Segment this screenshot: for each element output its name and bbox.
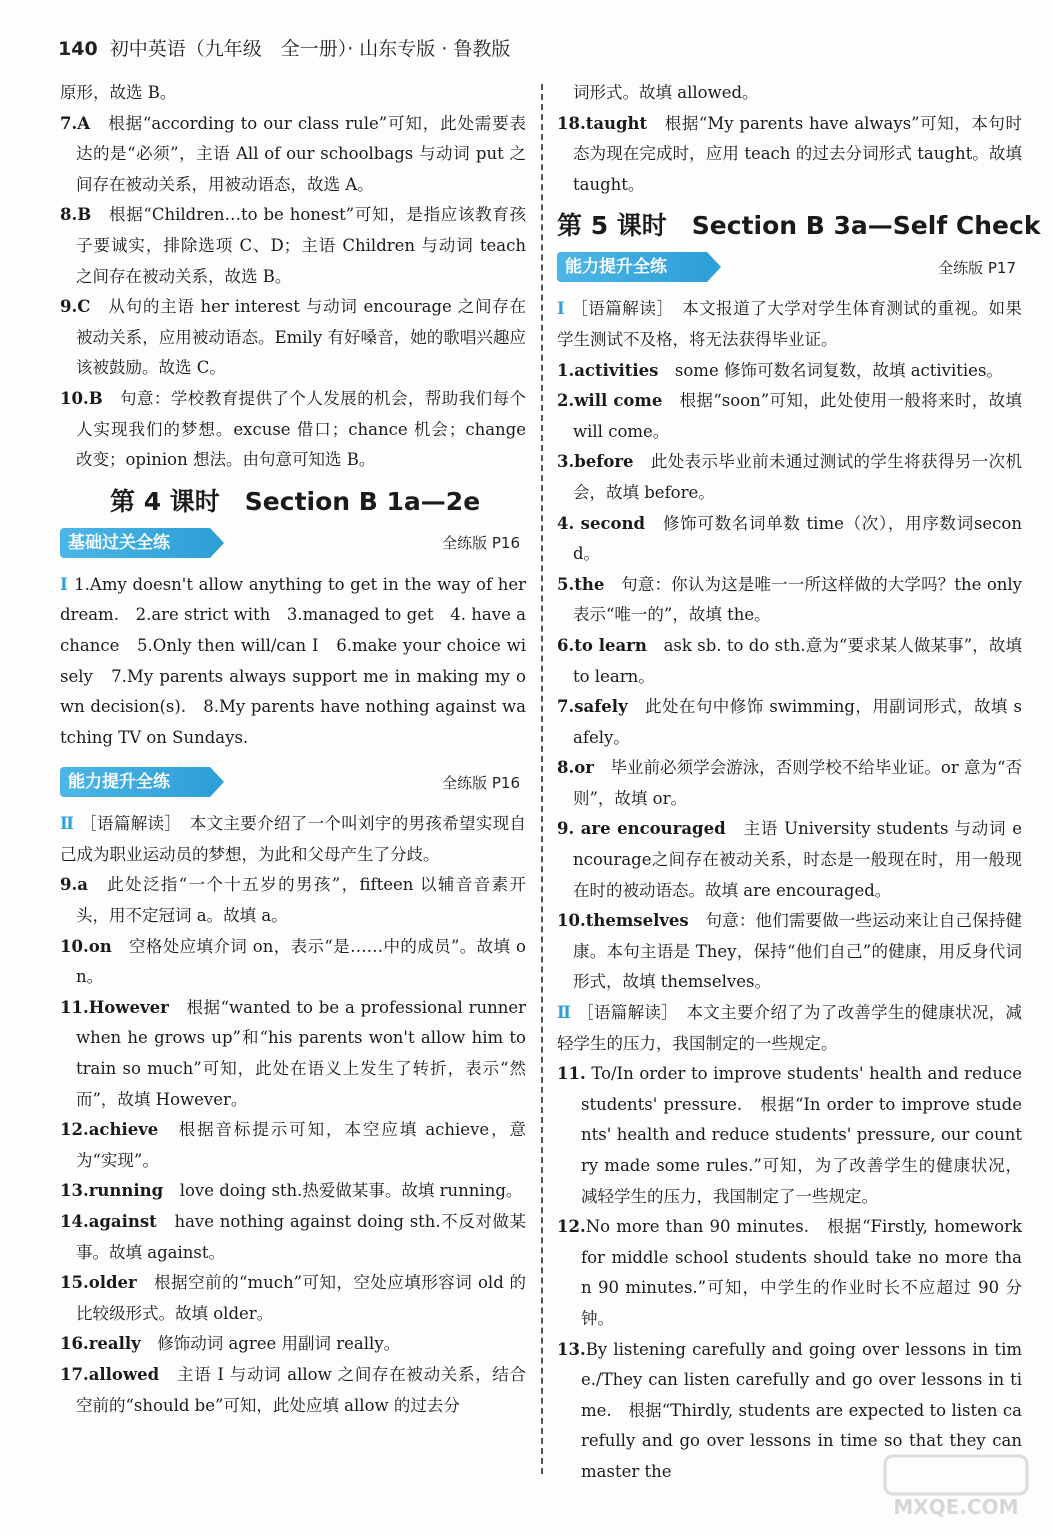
banner-reference: 全练版 P16: [442, 534, 520, 553]
answer-block: Ⅰ 1.Amy doesn't allow anything to get in the way of her dream. 2.are strict with 3.managed to get 4. have a chance 5.Only then will/can I 6.make your choice wisely 7.My parents always support me in making my own decision(s). 8.My parents have nothing against watching TV on Sundays.: [60, 574, 527, 747]
answer-item: 12.achieve 根据音标提示可知，本空应填 achieve，意为“实现”。: [60, 1120, 526, 1170]
svg-text:MXQE.COM: MXQE.COM: [893, 1495, 1019, 1519]
page-number: 140: [58, 38, 98, 60]
banner-row: [60, 765, 526, 799]
answer-item: 6.to learn ask sb. to do sth.意为“要求某人做某事”，故填 to learn。: [557, 635, 1022, 686]
banner-row: [60, 526, 526, 560]
answer-item: 5.the 句意：你认为这是唯一一所这样做的大学吗？the only 表示“唯一的”，故填 the。: [557, 574, 1022, 625]
book-title: 初中英语（九年级 全一册）· 山东专版 · 鲁教版: [109, 38, 511, 60]
answer-item: 10.on 空格处应填介词 on，表示“是……中的成员”。故填 on。: [60, 936, 526, 987]
answer-item: 12.No more than 90 minutes. 根据“Firstly, homework for middle school students should take no more than 90 minutes.”可知，中学生的作业时长不应超过 90 分钟。: [557, 1217, 1022, 1328]
section-title: 第 5 课时 Section B 3a—Self Check: [557, 211, 1041, 241]
right-column: [557, 78, 1041, 1488]
answer-item: 8.or 毕业前必须学会游泳，否则学校不给毕业证。or 意为“否则”，故填 or。: [557, 758, 1022, 808]
answer-item: 10.B 句意：学校教育提供了个人发展的机会，帮助我们每个人实现我们的梦想。excuse 借口；chance 机会；change 改变；opinion 想法。由句意可知选 B。: [60, 388, 526, 470]
watermark-logo: [881, 1452, 1031, 1522]
section-banner: 能力提升全练: [557, 252, 707, 282]
answer-item: 4. second 修饰可数名词单数 time（次），用序数词second。: [557, 513, 1022, 564]
answer-item: 2.will come 根据“soon”可知，此处使用一般将来时，故填 will come。: [557, 391, 1022, 441]
column-divider: [541, 84, 543, 1474]
passage-intro: Ⅱ ［语篇解读］ 本文主要介绍了为了改善学生的健康状况，减轻学生的压力，我国制定的一些规定。: [557, 1003, 1023, 1053]
section-banner: 能力提升全练: [60, 767, 210, 797]
answer-item: 13.By listening carefully and going over lessons in time./They can listen carefully and go over lessons in time. 根据“Thirdly, students are expected to listen carefully and go over lessons in time so that they can master the: [557, 1339, 1022, 1481]
banner-reference: 全练版 P16: [442, 773, 520, 792]
passage-intro: Ⅰ ［语篇解读］ 本文报道了大学对学生体育测试的重视。如果学生测试不及格，将无法获得毕业证。: [557, 299, 1023, 349]
answer-item: 17.allowed 主语 I 与动词 allow 之间存在被动关系，结合空前的“should be”可知，此处应填 allow 的过去分: [60, 1364, 526, 1415]
answer-item: 8.B 根据“Children…to be honest”可知，是指应该教育孩子要诚实，排除选项 C、D；主语 Children 与动词 teach 之间存在被动关系，故选 B。: [60, 205, 526, 286]
answer-item: 11. To/In order to improve students' health and reduce students' pressure. 根据“In order to improve students' health and reduce students' pressure, our country made some rules.”可知，为了改善学生的健康状况，减轻学生的压力，我国制定了一些规定。: [557, 1064, 1022, 1206]
answer-item: 18.taught 根据“My parents have always”可知，本句时态为现在完成时，应用 teach 的过去分词形式 taught。故填 taught。: [557, 113, 1022, 194]
answer-item: 9.a 此处泛指“一个十五岁的男孩”，fifteen 以辅音音素开头，用不定冠词 a。故填 a。: [60, 875, 526, 926]
answer-item: 9.C 从句的主语 her interest 与动词 encourage 之间存在被动关系，应用被动语态。Emily 有好嗓音，她的歌唱兴趣应该被鼓励。故选 C。: [60, 297, 527, 378]
answer-item: 16.really 修饰动词 agree 用副词 really。: [60, 1334, 401, 1354]
answer-item: 14.against have nothing against doing sth.不反对做某事。故填 against。: [60, 1212, 526, 1262]
answer-continuation: 原形，故选 B。: [60, 83, 177, 102]
answer-item: 10.themselves 句意：他们需要做一些运动来让自己保持健康。本句主语是 They，保持“他们自己”的健康，用反身代词形式，故填 themselves。: [557, 911, 1022, 992]
section-banner: 基础过关全练: [60, 528, 210, 558]
banner-reference: 全练版 P17: [938, 258, 1016, 277]
answer-item: 15.older 根据空前的“much”可知，空处应填形容词 old 的比较级形式。故填 older。: [60, 1273, 526, 1323]
page-header: [58, 34, 510, 62]
answer-item: 7.safely 此处在句中修饰 swimming，用副词形式，故填 safely。: [557, 697, 1022, 747]
answer-item: 7.A 根据“according to our class rule”可知，此处需要表达的是“必须”，主语 All of our schoolbags 与动词 put 之间存在被动关系，用被动语态，故选 A。: [60, 113, 526, 194]
answer-item: 1.activities some 修饰可数名词复数，故填 activities。: [557, 360, 1003, 380]
banner-row: [557, 250, 1022, 284]
answer-item: 3.before 此处表示毕业前未通过测试的学生将获得另一次机会，故填 before。: [557, 452, 1022, 502]
answer-item: 9. are encouraged 主语 University students 与动词 encourage之间存在被动关系，时态是一般现在时，用一般现在时的被动语态。故填 are encouraged。: [557, 819, 1022, 900]
left-column: [60, 78, 526, 1421]
passage-intro: Ⅱ ［语篇解读］ 本文主要介绍了一个叫刘宇的男孩希望实现自己成为职业运动员的梦想，为此和父母产生了分歧。: [60, 814, 527, 864]
answer-item: 11.However 根据“wanted to be a professional runner when he grows up”和“his parents won't allow him to train so much”可知，此处在语义上发生了转折，表示“然而”，故填 However。: [60, 997, 526, 1109]
answer-item: 13.running love doing sth.热爱做某事。故填 running。: [60, 1181, 523, 1201]
answer-continuation: 词形式。故填 allowed。: [573, 83, 759, 102]
section-title: 第 4 课时 Section B 1a—2e: [110, 486, 481, 516]
